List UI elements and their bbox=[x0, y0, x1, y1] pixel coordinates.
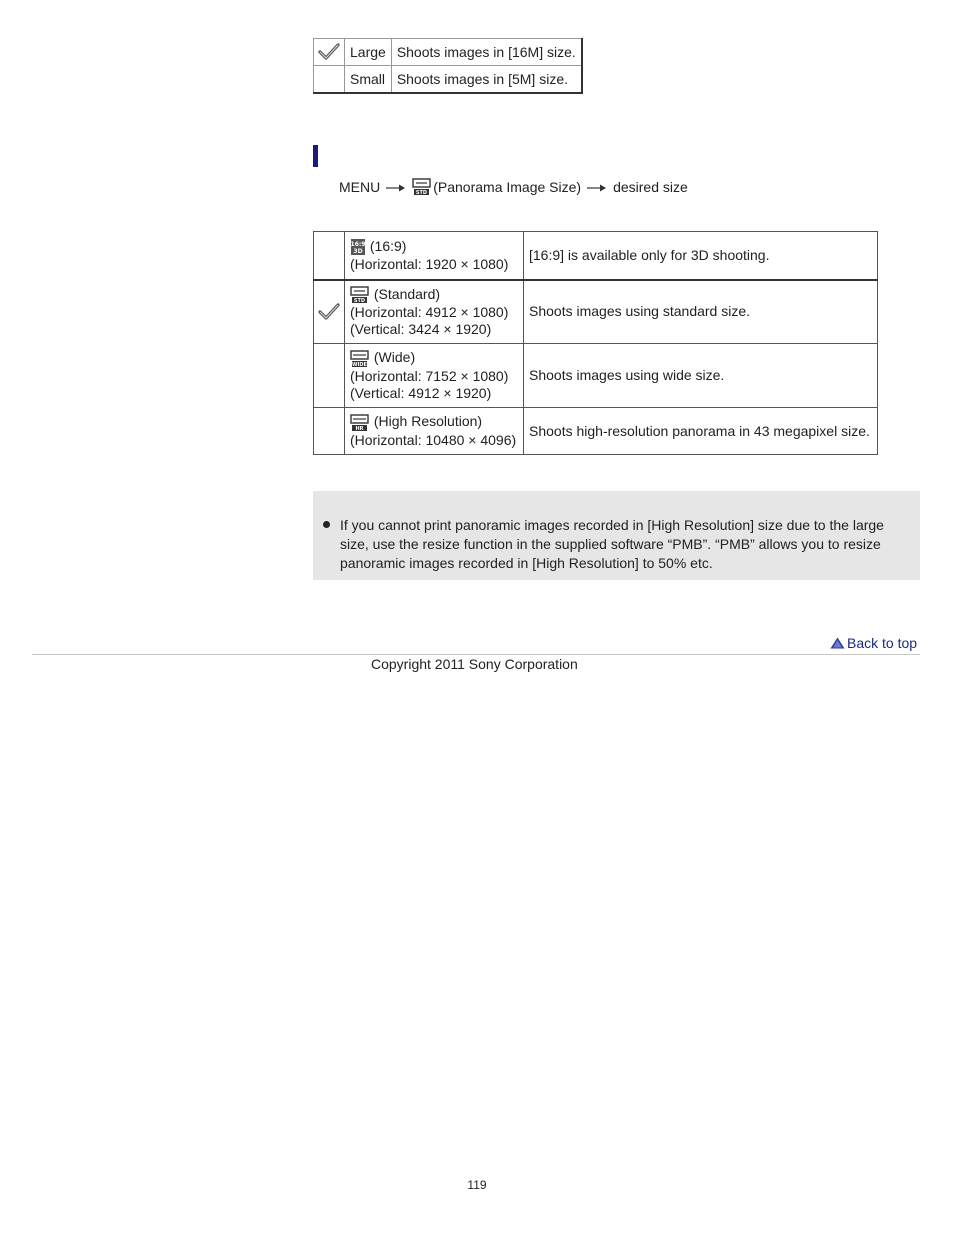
arrow-right-icon bbox=[386, 183, 406, 193]
panorama-high-resolution-icon bbox=[350, 414, 370, 432]
check-cell bbox=[314, 344, 345, 408]
panorama-standard-icon bbox=[412, 178, 432, 196]
option-description: Shoots images in [16M] size. bbox=[391, 39, 581, 66]
table-row bbox=[314, 39, 582, 66]
bullet-icon bbox=[323, 521, 330, 528]
menu-label: MENU bbox=[339, 179, 381, 195]
option-cell bbox=[345, 280, 524, 344]
menu-target-label: desired size bbox=[613, 179, 688, 195]
table-row bbox=[314, 66, 582, 94]
table-row bbox=[314, 408, 878, 455]
checkmark-icon bbox=[318, 43, 340, 61]
svg-text:WIDE: WIDE bbox=[352, 361, 367, 368]
option-label: (Standard) bbox=[373, 285, 441, 302]
back-to-top-label[interactable]: Back to top bbox=[847, 635, 918, 651]
option-label: (16:9) bbox=[369, 237, 407, 254]
svg-text:3D: 3D bbox=[353, 247, 363, 255]
copyright-text: Copyright 2011 Sony Corporation bbox=[371, 656, 578, 672]
option-dimension: (Horizontal: 4912 × 1080) bbox=[350, 303, 509, 320]
svg-text:STD: STD bbox=[416, 190, 428, 196]
panorama-wide-icon bbox=[350, 350, 370, 368]
option-dimension: (Vertical: 3424 × 1920) bbox=[350, 320, 492, 337]
svg-text:16:9: 16:9 bbox=[350, 240, 366, 248]
option-description: Shoots images using standard size. bbox=[524, 280, 878, 344]
table-row bbox=[314, 344, 878, 408]
panorama-16-9-icon bbox=[350, 238, 366, 256]
footer-divider bbox=[32, 654, 920, 655]
checkmark-icon bbox=[318, 303, 340, 321]
section-heading-marker bbox=[313, 145, 318, 167]
option-description: Shoots high-resolution panorama in 43 megapixel size. bbox=[524, 408, 878, 455]
menu-item-label: (Panorama Image Size) bbox=[433, 179, 582, 195]
arrow-right-icon bbox=[587, 183, 607, 193]
table-row bbox=[314, 280, 878, 344]
image-size-table bbox=[313, 38, 583, 94]
table-row bbox=[314, 232, 878, 280]
option-description: Shoots images using wide size. bbox=[524, 344, 878, 408]
panorama-standard-icon bbox=[350, 286, 370, 304]
option-label: Large bbox=[345, 39, 392, 66]
option-dimension: (Horizontal: 1920 × 1080) bbox=[350, 255, 509, 272]
default-check-cell bbox=[314, 280, 345, 344]
option-dimension: (Horizontal: 10480 × 4096) bbox=[350, 431, 517, 448]
option-cell bbox=[345, 408, 524, 455]
check-cell bbox=[314, 66, 345, 94]
option-label: Small bbox=[345, 66, 392, 94]
option-dimension: (Vertical: 4912 × 1920) bbox=[350, 384, 492, 401]
back-to-top-link[interactable] bbox=[830, 635, 917, 651]
option-dimension: (Horizontal: 7152 × 1080) bbox=[350, 367, 509, 384]
option-cell bbox=[345, 344, 524, 408]
option-description: Shoots images in [5M] size. bbox=[391, 66, 581, 94]
check-cell bbox=[314, 408, 345, 455]
check-cell bbox=[314, 232, 345, 280]
page-number: 119 bbox=[467, 1178, 487, 1192]
panorama-size-table bbox=[313, 231, 878, 455]
option-description: [16:9] is available only for 3D shooting. bbox=[524, 232, 878, 280]
default-check-cell bbox=[314, 39, 345, 66]
option-label: (Wide) bbox=[373, 349, 416, 366]
svg-text:STD: STD bbox=[353, 297, 366, 304]
svg-text:HR: HR bbox=[355, 425, 364, 432]
note-text: If you cannot print panoramic images recorded in [High Resolution] size due to the large size, use the resize function in the supplied software “PMB”. “PMB” allows you to resize panoramic images recorded in [High Resolution] to 50% etc. bbox=[340, 517, 884, 571]
option-label: (High Resolution) bbox=[373, 413, 483, 430]
option-cell bbox=[345, 232, 524, 280]
menu-path bbox=[339, 178, 688, 196]
triangle-up-icon bbox=[830, 637, 845, 649]
